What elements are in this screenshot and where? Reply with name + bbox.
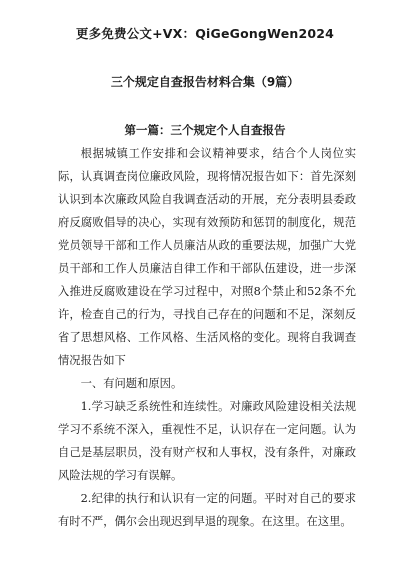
section-title: 第一篇：三个规定个人自查报告 <box>124 123 286 137</box>
watermark-text: 更多免费公文+VX：QiGeGongWen2024 <box>75 26 335 41</box>
document-title: 三个规定自查报告材料合集（9篇） <box>110 75 300 89</box>
paragraph-item-1: 1.学习缺乏系统性和连续性。对廉政风险建设相关法规学习不系统不深入，重视性不足，认识存在一定问题。认为自己是基层职员，没有财产权和人事权，没有条件，对廉政风险法规的学习有误解。 <box>58 400 356 482</box>
document-body <box>58 142 356 533</box>
paragraph-heading-problems: 一、有问题和原因。 <box>80 377 183 390</box>
paragraph-item-2: 2.纪律的执行和认识有一定的问题。平时对自己的要求有时不严，偶尔会出现迟到早退的现象。在这里。在这里。 <box>58 492 356 528</box>
paragraph-intro: 根据城镇工作安排和会议精神要求，结合个人岗位实际，认真调查岗位廉政风险，现将情况报告如下：首先深刻认识到本次廉政风险自我调查活动的开展，充分表明县委政府反腐败倡导的决心，实现有效预防和惩罚的制度化，规范党员领导干部和工作人员廉洁从政的重要法规，加强广大党员干部和工作人员廉洁自律工作和干部队伍建设，进一步深入推进反腐败建设在学习过程中，对照8个禁止和52条不允许，检查自己的行为，寻找自己存在的问题和不足，深刻反省了思想风格、工作风格、生活风格的变化。现将自我调查情况报告如下 <box>58 147 356 367</box>
